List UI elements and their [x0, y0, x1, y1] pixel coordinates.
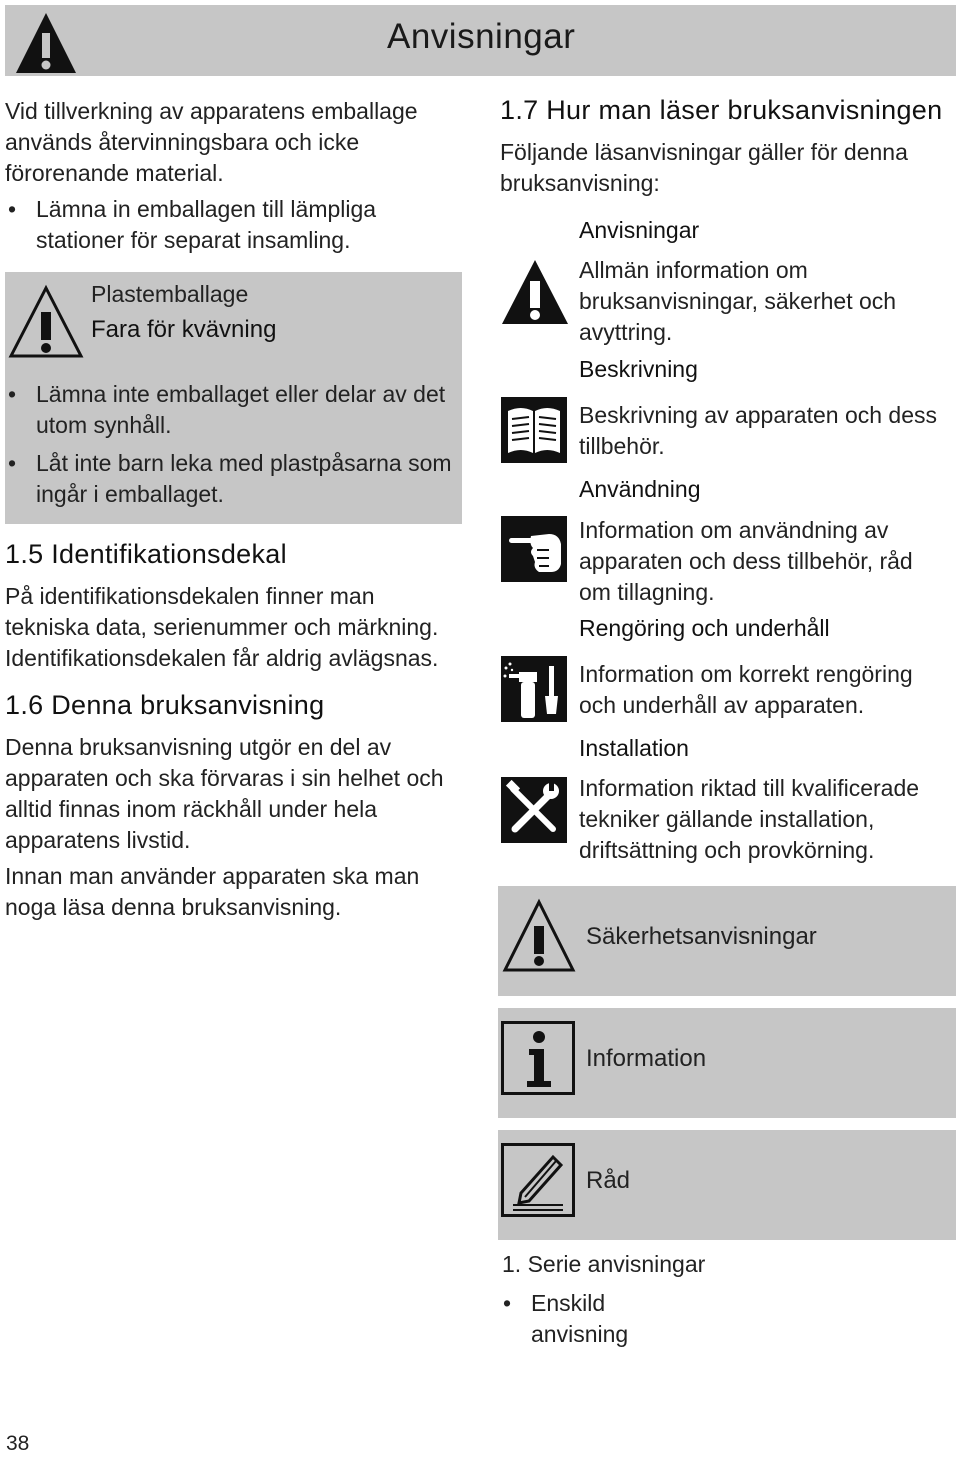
info-icon — [501, 1021, 575, 1095]
warning-box: Plastemballage Fara för kvävning • Lämna inte emballaget eller delar av det utom synhåll. • Låt inte barn leka med plastpåsarna som ingår i emballaget. — [5, 272, 462, 524]
warning-triangle-icon — [502, 898, 576, 972]
item-description: Information riktad till kvalificerade tekniker gällande installation, driftsättning och provkörning. — [579, 775, 920, 863]
item-title: Installation — [579, 735, 689, 761]
section-paragraph: Följande läsanvisningar gäller för denna bruksanvisning: — [500, 139, 908, 196]
box-label: Råd — [586, 1167, 631, 1194]
warning-triangle-icon — [500, 256, 570, 326]
section-heading: 1.5 Identifikationsdekal — [5, 539, 287, 569]
page-title: Anvisningar — [387, 17, 576, 56]
item-title: Rengöring och underhåll — [579, 615, 830, 641]
intro-paragraph: Vid tillverkning av apparatens emballage används återvinningsbara och icke förorenande material. — [5, 98, 418, 186]
section-paragraph: På identifikationsdekalen finner man tekniska data, serienummer och märkning. Identifikationsdekalen får aldrig avlägsnas. — [5, 583, 439, 671]
box-label: Information — [586, 1045, 707, 1072]
hand-pointing-icon — [501, 516, 567, 582]
numbered-list-item: 1. Serie anvisningar — [502, 1251, 706, 1277]
item-title: Användning — [579, 476, 701, 502]
box-label: Säkerhetsanvisningar — [586, 923, 817, 950]
item-description: Allmän information om bruksanvisningar, säkerhet och avyttring. — [579, 257, 897, 345]
safety-instructions-box — [498, 886, 956, 996]
warning-title: Plastemballage — [91, 281, 249, 307]
section-paragraph: Denna bruksanvisning utgör en del av apparaten och ska förvaras i sin helhet och alltid finnas inom räckhåll under hela apparatens livstid. — [5, 734, 444, 853]
pencil-note-icon — [501, 1143, 575, 1217]
section-heading: 1.6 Denna bruksanvisning — [5, 690, 325, 720]
tools-icon — [501, 777, 567, 843]
page-header — [5, 5, 956, 76]
item-description: Information om användning av apparaten och dess tillbehör, råd om tillagning. — [579, 517, 913, 605]
spray-bottle-icon — [501, 656, 567, 722]
warning-triangle-icon — [7, 282, 85, 360]
page-number: 38 — [6, 1432, 30, 1455]
item-description: Beskrivning av apparaten och dess tillbehör. — [579, 402, 937, 459]
section-heading: 1.7 Hur man läser bruksanvisningen — [500, 95, 943, 125]
open-book-icon — [501, 397, 567, 463]
item-title: Beskrivning — [579, 356, 698, 382]
item-description: Information om korrekt rengöring och underhåll av apparaten. — [579, 661, 913, 718]
item-title: Anvisningar — [579, 217, 700, 243]
warning-triangle-icon — [13, 9, 79, 75]
advice-box — [498, 1130, 956, 1240]
warning-subtitle: Fara för kvävning — [91, 316, 277, 343]
section-paragraph: Innan man använder apparaten ska man noga läsa denna bruksanvisning. — [5, 863, 420, 920]
information-box — [498, 1008, 956, 1118]
